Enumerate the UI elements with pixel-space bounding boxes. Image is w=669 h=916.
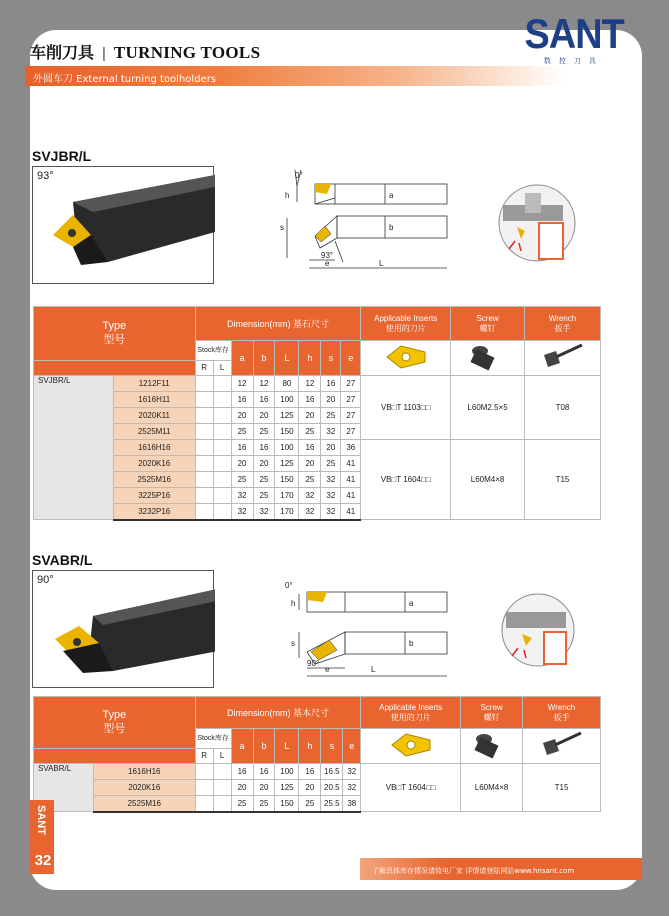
stock-cell (195, 440, 213, 456)
dim-s: 32 (321, 424, 341, 440)
drawing-label-e: e (325, 665, 330, 674)
dim-a: 16 (231, 392, 253, 408)
dim-s: 25 (321, 456, 341, 472)
dim-s: 16.5 (321, 764, 343, 780)
subtitle-bar: 外圆车刀 External turning toolholders (25, 66, 565, 86)
stock-cell (195, 472, 213, 488)
model-code: 2020K16 (113, 456, 195, 472)
stock-header: Stock库存 (195, 341, 231, 361)
dim-a: 32 (231, 504, 253, 520)
wrench-code: T15 (523, 764, 601, 812)
dim-a: 20 (231, 456, 253, 472)
wrench-code: T15 (525, 440, 601, 520)
stock-cell (213, 456, 231, 472)
dim-s: 25 (321, 408, 341, 424)
series-name: SVJBR/L (34, 376, 114, 520)
stock-cell (213, 796, 231, 812)
spec-table-svabr: Type 型号 Dimension(mm) 基本尺寸 Applicable Inserts 使用的刀片 Screw 螺钉 Wrench 扳手 Stock库存 a b L h s e R L SVABR/L 1616H16 16 16 100 16 16.5 32 VB□T 1604□□ L60M4×8 T15 2020K16 20 20 125 20 20.5 32 2525M16 25 25 150 25 25.5 38 (33, 696, 601, 813)
wrench-header: Wrench 扳手 (525, 307, 601, 341)
dim-a: 20 (231, 408, 253, 424)
title-cn: 车削刀具 (30, 43, 95, 62)
inserts-header: Applicable Inserts 使用的刀片 (361, 697, 461, 729)
machining-detail-svjbr (495, 183, 580, 263)
drawing-label-a: a (389, 191, 394, 200)
dim-b: 25 (253, 796, 275, 812)
dim-h: 25 (299, 424, 321, 440)
stock-cell (195, 456, 213, 472)
dim-e: 41 (341, 488, 361, 504)
dim-b: 16 (253, 764, 275, 780)
model-code: 3225P16 (113, 488, 195, 504)
dim-L: 125 (275, 456, 299, 472)
insert-code: VB□T 1604□□ (361, 440, 451, 520)
page-number: 32 (34, 852, 52, 869)
dim-s: 32 (321, 488, 341, 504)
dim-s: 32 (321, 472, 341, 488)
dim-e: 32 (343, 780, 361, 796)
dim-e: 41 (341, 456, 361, 472)
inserts-header: Applicable Inserts 使用的刀片 (361, 307, 451, 341)
dim-a: 16 (231, 764, 253, 780)
tool-angle-label: 90° (37, 574, 54, 586)
tool-photo-svabr (32, 570, 214, 688)
dim-h: 16 (299, 440, 321, 456)
drawing-label-b: b (389, 223, 394, 232)
stock-cell (195, 408, 213, 424)
insert-code: VB□T 1604□□ (361, 764, 461, 812)
dimension-header: Dimension(mm) 基石尺寸 (195, 307, 361, 341)
screw-image (451, 341, 525, 376)
sant-logo: SANT 数控刀具 (524, 10, 624, 65)
screw-header: Screw 螺钉 (451, 307, 525, 341)
dim-h: 16 (299, 764, 321, 780)
dim-a: 32 (231, 488, 253, 504)
dim-b: 16 (253, 440, 275, 456)
stock-cell (213, 424, 231, 440)
wrench-code: T08 (525, 376, 601, 440)
dim-L: 125 (275, 408, 299, 424)
dim-L: 170 (275, 504, 299, 520)
dim-L: 170 (275, 488, 299, 504)
drawing-label-top-angle: 0° (295, 171, 303, 180)
tool-angle-label: 93° (37, 170, 54, 182)
stock-cell (213, 780, 231, 796)
wrench-image (525, 341, 601, 376)
page-header (30, 40, 260, 63)
stock-cell (195, 504, 213, 520)
dim-e: 27 (341, 376, 361, 392)
dim-a: 25 (231, 424, 253, 440)
model-code: 2525M11 (113, 424, 195, 440)
dim-a: 25 (231, 796, 253, 812)
dim-h: 32 (299, 488, 321, 504)
model-code: 1212F11 (113, 376, 195, 392)
spec-table-svjbr: Type 型号 Dimension(mm) 基石尺寸 Applicable Inserts 使用的刀片 Screw 螺钉 Wrench 扳手 Stock库存 a b L h s e R L SVJBR/L 1212F11 12 12 80 12 16 27 VB□T 1103□□ L60M2.5×5 T08 1616H11 16 16 100 16 20 27 2020K11 20 20 125 20 25 27 2525M11 25 25 150 25 32 27 1616H16 16 16 100 16 20 36 VB□T 1604□□ L60M4×8 T15 2020K16 20 20 125 20 25 41 2525M16 25 25 150 25 32 41 3225P16 32 25 170 32 32 41 3232P16 32 32 170 32 32 41 (33, 306, 601, 521)
drawing-label-a: a (409, 599, 414, 608)
drawing-label-h: h (285, 191, 290, 200)
dim-e: 41 (341, 504, 361, 520)
table-row (34, 764, 601, 780)
screw-code: L60M2.5×5 (451, 376, 525, 440)
stock-cell (213, 440, 231, 456)
table-row (34, 376, 601, 392)
dimension-header: Dimension(mm) 基本尺寸 (195, 697, 361, 729)
dim-a: 20 (231, 780, 253, 796)
toolholder-image (33, 571, 215, 689)
dim-b: 20 (253, 456, 275, 472)
dim-h: 20 (299, 456, 321, 472)
drawing-label-bottom-angle: 93° (321, 251, 334, 260)
stock-cell (195, 488, 213, 504)
title-separator: | (102, 45, 106, 62)
insert-image (361, 729, 461, 764)
model-code: 2525M16 (113, 472, 195, 488)
dim-s: 20 (321, 392, 341, 408)
dim-s: 16 (321, 376, 341, 392)
model-code: 1616H11 (113, 392, 195, 408)
dim-e: 32 (343, 764, 361, 780)
stock-cell (213, 408, 231, 424)
section-title-svabr: SVABR/L (32, 552, 93, 568)
dim-L: 150 (275, 796, 299, 812)
dim-a: 12 (231, 376, 253, 392)
drawing-label-L: L (371, 665, 376, 674)
dim-L: 125 (275, 780, 299, 796)
dim-b: 25 (253, 424, 275, 440)
dim-e: 36 (341, 440, 361, 456)
stock-cell (195, 796, 213, 812)
dim-e: 27 (341, 392, 361, 408)
dim-L: 80 (275, 376, 299, 392)
dim-h: 25 (299, 472, 321, 488)
dim-b: 12 (253, 376, 275, 392)
dim-h: 25 (299, 796, 321, 812)
dim-b: 16 (253, 392, 275, 408)
model-code: 1616H16 (93, 764, 195, 780)
insert-image (361, 341, 451, 376)
dim-e: 27 (341, 408, 361, 424)
stock-cell (195, 376, 213, 392)
dim-b: 20 (253, 780, 275, 796)
model-code: 2020K16 (93, 780, 195, 796)
wrench-image (523, 729, 601, 764)
toolholder-image (33, 167, 215, 285)
dimension-drawing-svabr (275, 576, 455, 684)
screw-code: L60M4×8 (451, 440, 525, 520)
dim-h: 16 (299, 392, 321, 408)
dim-b: 20 (253, 408, 275, 424)
stock-cell (213, 764, 231, 780)
model-code: 3232P16 (113, 504, 195, 520)
dim-h: 20 (299, 408, 321, 424)
stock-cell (195, 780, 213, 796)
stock-cell (195, 424, 213, 440)
dim-L: 100 (275, 392, 299, 408)
dim-h: 32 (299, 504, 321, 520)
machining-detail-svabr (498, 592, 578, 668)
drawing-label-s: s (291, 639, 295, 648)
stock-cell (195, 392, 213, 408)
stock-header: Stock库存 (195, 729, 231, 749)
section-title-svjbr: SVJBR/L (32, 148, 92, 164)
dim-b: 25 (253, 472, 275, 488)
dim-L: 100 (275, 440, 299, 456)
model-code: 1616H16 (113, 440, 195, 456)
table-row (34, 440, 601, 456)
dim-b: 32 (253, 504, 275, 520)
screw-code: L60M4×8 (461, 764, 523, 812)
model-code: 2020K11 (113, 408, 195, 424)
dim-L: 100 (275, 764, 299, 780)
title-en: TURNING TOOLS (113, 43, 261, 62)
drawing-label-e: e (325, 259, 330, 268)
screw-header: Screw 螺钉 (461, 697, 523, 729)
dim-s: 25.5 (321, 796, 343, 812)
dim-e: 38 (343, 796, 361, 812)
dim-L: 150 (275, 472, 299, 488)
stock-cell (213, 472, 231, 488)
drawing-label-bottom-angle: 90° (307, 659, 320, 668)
type-header: Type 型号 (34, 697, 196, 749)
tool-photo-svjbr (32, 166, 214, 284)
stock-cell (195, 764, 213, 780)
insert-code: VB□T 1103□□ (361, 376, 451, 440)
side-tab-brand: SANT (35, 805, 47, 835)
dim-s: 32 (321, 504, 341, 520)
series-name: SVABR/L (34, 764, 94, 812)
dim-s: 20.5 (321, 780, 343, 796)
dimension-drawing-svjbr (275, 166, 455, 284)
stock-cell (213, 504, 231, 520)
dim-e: 41 (341, 472, 361, 488)
drawing-label-b: b (409, 639, 414, 648)
dim-s: 20 (321, 440, 341, 456)
dim-h: 20 (299, 780, 321, 796)
wrench-header: Wrench 扳手 (523, 697, 601, 729)
stock-cell (213, 488, 231, 504)
screw-image (461, 729, 523, 764)
dim-b: 25 (253, 488, 275, 504)
stock-cell (213, 376, 231, 392)
drawing-label-s: s (280, 223, 284, 232)
drawing-label-top-angle: 0° (285, 581, 293, 590)
drawing-label-L: L (379, 259, 384, 268)
stock-cell (213, 392, 231, 408)
footer-note: 了解具体库存情况请致电厂家 详情请登陆网站www.hnsant.com (360, 858, 642, 880)
drawing-label-h: h (291, 599, 296, 608)
dim-a: 25 (231, 472, 253, 488)
type-header: Type 型号 (34, 307, 196, 361)
model-code: 2525M16 (93, 796, 195, 812)
dim-e: 27 (341, 424, 361, 440)
dim-a: 16 (231, 440, 253, 456)
dim-h: 12 (299, 376, 321, 392)
dim-L: 150 (275, 424, 299, 440)
